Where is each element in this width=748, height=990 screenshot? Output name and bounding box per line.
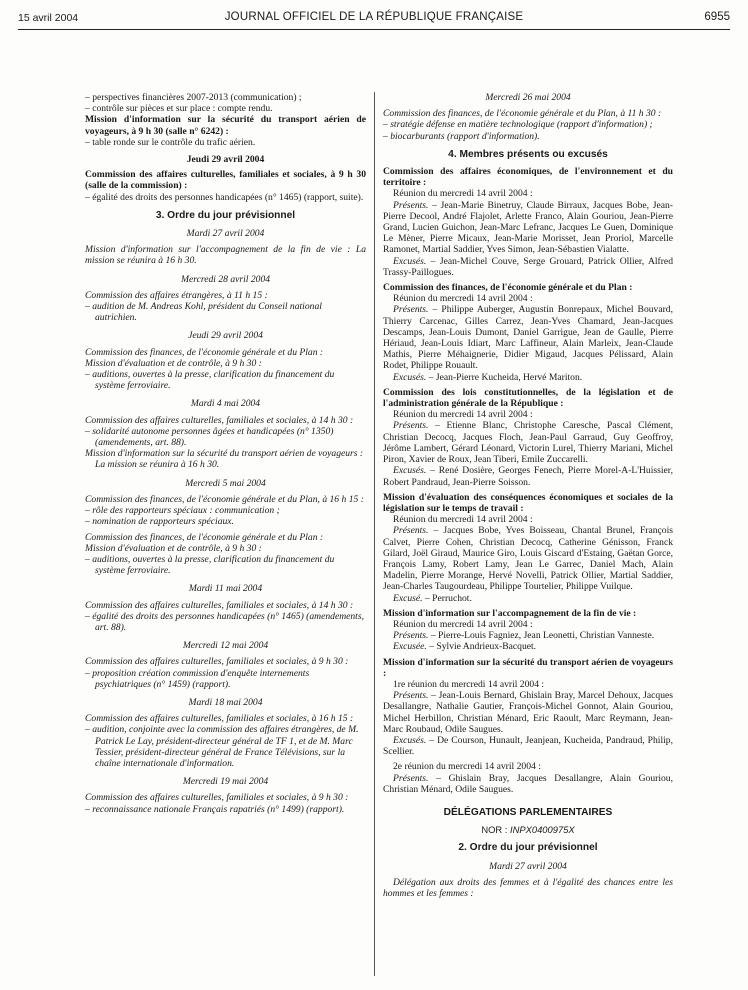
excused-label: Excusés. xyxy=(393,465,427,477)
committee-heading: Commission des finances, de l'économie générale et du Plan : xyxy=(383,282,633,294)
committee-heading: Mission d'information sur l'accompagnement de la fin de vie : xyxy=(383,607,637,619)
committee-heading: Commission des lois constitutionnelles, de la législation et de l'administration générale de la République : xyxy=(383,386,673,410)
attendance-present xyxy=(383,304,673,371)
day-heading: Mercredi 19 mai 2004 xyxy=(182,776,269,788)
list-item: – table ronde sur le contrôle du trafic aérien. xyxy=(85,136,256,148)
day-heading: Mercredi 28 avril 2004 xyxy=(180,273,271,285)
committee-heading: Commission des affaires culturelles, familiales et sociales, à 16 h 15 : xyxy=(85,713,354,725)
attendance-present xyxy=(383,525,673,592)
excused-names: – Jean-Pierre Kucheida, Hervé Mariton. xyxy=(426,371,583,383)
nor-label: NOR : xyxy=(481,824,510,836)
header-date: 15 avril 2004 xyxy=(18,12,79,24)
present-label: Présents. xyxy=(393,199,429,211)
committee-heading: Commission des finances, de l'économie générale et du Plan : xyxy=(85,346,324,358)
left-column xyxy=(85,92,366,815)
list-item: – audition de M. Andreas Kohl, président du Conseil national autrichien. xyxy=(85,301,322,324)
attendance-excused xyxy=(383,641,673,652)
day-heading: Mercredi 26 mai 2004 xyxy=(485,92,571,103)
attendance-present xyxy=(383,200,673,256)
present-label: Présents. xyxy=(393,690,429,702)
list-item: – égalité des droits des personnes handicapées (n° 1465) (rapport, suite). xyxy=(85,191,364,203)
committee-heading: Mission d'évaluation et de contrôle, à 9 h 30 : xyxy=(85,542,262,554)
excused-names: – Perruchot. xyxy=(422,592,472,604)
excused-label: Excusée. xyxy=(393,641,427,653)
committee-heading: Mission d'information sur la sécurité du transport aérien de voyageurs : xyxy=(85,448,364,460)
present-names: – Jean-Marie Binetruy, Claude Birraux, Jacques Bobe, Jean-Pierre Decool, André Flajolet, Arlette Franco, Alain Gouriou, Jean-Pierre Grand, Lucien Guichon, Jean-Marc Lefranc, Jacques Le Guen, Dominique Le Mèner, Pierre Micaux, Jean-Marie Morisset, Jean Proriol, Marcelle Ramonet, Martial Saddier, Yves Simon, Jean-Sébastien Vialatte. xyxy=(383,199,673,256)
committee-heading: Commission des affaires étrangères, à 11 h 15 : xyxy=(85,289,268,301)
nor-code: INPX0400975X xyxy=(510,824,575,836)
present-names: – Jacques Bobe, Yves Boisseau, Chantal Brunel, François Calvet, Pierre Cohen, Christian Decocq, Catherine Génisson, Franck Gilard, Joël Giraud, Maurice Giro, Louis Giscard d'Estaing, Gaëtan Gorce, François Lamy, Robert Lamy, Jean Le Garrec, Daniel Mach, Alain Madelin, Pierre Morange, Hervé Novelli, Patrick Ollier, Martial Saddier, Jean-Charles Taugourdeau, Philippe Tourtelier, Philippe Vuilque. xyxy=(383,525,673,593)
page-number: 6955 xyxy=(704,11,730,23)
meeting-date: Réunion du mercredi 14 avril 2004 : xyxy=(393,293,533,305)
excused-names: – Sylvie Andrieux-Bacquet. xyxy=(426,641,537,653)
list-item: – reconnaissance nationale Français rapatriés (n° 1499) (rapport). xyxy=(85,803,345,815)
attendance-present xyxy=(383,630,673,641)
header-rule xyxy=(18,29,730,30)
meeting-date: 2e réunion du mercredi 14 avril 2004 : xyxy=(393,761,541,773)
present-label: Présents. xyxy=(393,304,429,316)
meeting-date: Réunion du mercredi 14 avril 2004 : xyxy=(393,409,533,421)
committee-heading: Mission d'information sur la sécurité du transport aérien de voyageurs : xyxy=(383,656,673,679)
excused-label: Excusés. xyxy=(393,255,427,267)
excused-label: Excusé. xyxy=(393,592,423,604)
day-heading: Mercredi 12 mai 2004 xyxy=(182,640,269,652)
excused-names: – Jean-Michel Couve, Serge Grouard, Patrick Ollier, Alfred Trassy-Paillogues. xyxy=(383,255,673,278)
list-item: – égalité des droits des personnes handicapées (n° 1465) (amendements, art. 88). xyxy=(85,610,364,633)
present-names: – Ghislain Bray, Jacques Desallangre, Alain Gouriou, Christian Ménard, Odile Saugues. xyxy=(383,772,673,795)
list-item: – perspectives financières 2007-2013 (communication) ; xyxy=(85,92,302,103)
present-names: – Etienne Blanc, Christophe Caresche, Pascal Clément, Christian Decocq, Jacques Floch, Jean-Paul Garraud, Guy Geoffroy, Jérôme Lambert, Gérard Léonard, Victorin Lurel, Thierry Mariani, Michel Piron, Xavier de Roux, Jean Tiberi, Emile Zuccarelli. xyxy=(383,420,673,466)
meeting-date: Réunion du mercredi 14 avril 2004 : xyxy=(393,514,533,526)
committee-heading: Mission d'information sur l'accompagnement de la fin de vie : La mission se réunira à 16 h 30. xyxy=(85,244,366,267)
list-item: – rôle des rapporteurs spéciaux : communication ; xyxy=(85,505,280,517)
present-label: Présents. xyxy=(393,420,429,432)
excused-names: – René Dosière, Georges Fenech, Pierre Morel-A-L'Huissier, Robert Pandraud, Jean-Pierre Soisson. xyxy=(383,465,673,488)
committee-heading: Commission des affaires culturelles, familiales et sociales, à 9 h 30 : xyxy=(85,656,349,668)
list-item: – biocarburants (rapport d'information). xyxy=(383,130,540,142)
day-heading: Mardi 11 mai 2004 xyxy=(188,583,263,595)
right-column xyxy=(383,92,673,899)
day-heading: Mardi 27 avril 2004 xyxy=(489,860,567,872)
committee-heading: Commission des affaires culturelles, familiales et sociales, à 9 h 30 (salle de la commission) : xyxy=(85,169,366,192)
day-heading: Mardi 4 mai 2004 xyxy=(190,398,261,410)
committee-heading: Mission d'information sur la sécurité du transport aérien de voyageurs, à 9 h 30 (salle n° 6242) : xyxy=(85,114,366,137)
excused-label: Excusés. xyxy=(393,371,427,383)
present-names: – Philippe Auberger, Augustin Bonrepaux, Michel Bouvard, Thierry Carcenac, Gilles Carrez, Jean-Yves Chamard, Jean-Jacques Descamps, Jean-Louis Dumont, Daniel Garrigue, Jean de Gaulle, Pierre Hériaud, Jean-Louis Idiart, Marc Laffineur, Alain Marleix, Jean-Claude Mathis, Pierre Méhaignerie, Didier Migaud, Jacques Pélissard, Alain Rodet, Philippe Rouault. xyxy=(383,304,673,372)
day-heading: Mardi 18 mai 2004 xyxy=(188,696,263,708)
committee-heading: Commission des affaires culturelles, familiales et sociales, à 14 h 30 : xyxy=(85,599,354,611)
excused-names: – De Courson, Hunault, Jeanjean, Kucheida, Pandraud, Philip, Scellier. xyxy=(383,734,673,758)
list-item: – nomination de rapporteurs spéciaux. xyxy=(85,516,234,528)
list-item: – audition, conjointe avec la commission des affaires étrangères, de M. Patrick Le Lay, président-directeur général de TF 1, et de M. Marc Tessier, président-directeur général de France Télévisions, sur la chaîne internationale d'information. xyxy=(85,724,359,769)
day-heading: Jeudi 29 avril 2004 xyxy=(188,330,263,342)
committee-heading: Commission des finances, de l'économie générale et du Plan, à 16 h 15 : xyxy=(85,493,364,505)
present-names: – Jean-Louis Bernard, Ghislain Bray, Marcel Dehoux, Jacques Desallangre, Nathalie Gautier, François-Michel Gonnot, Alain Gouriou, Michel Herbillon, Christian Ménard, Eric Raoult, Marc Reymann, Jean-Marc Roubaud, Odile Saugues. xyxy=(383,690,673,735)
list-item: – solidarité autonome personnes âgées et handicapées (n° 1350) (amendements, art. 88). xyxy=(85,425,334,449)
day-heading: Mercredi 5 mai 2004 xyxy=(185,477,266,489)
present-label: Présents. xyxy=(393,630,429,642)
section-heading: 3. Ordre du jour prévisionnel xyxy=(155,209,296,221)
section-heading: 4. Membres présents ou excusés xyxy=(448,148,608,160)
meeting-date: Réunion du mercredi 14 avril 2004 : xyxy=(393,188,533,200)
day-heading: Jeudi 29 avril 2004 xyxy=(186,154,265,166)
list-item: – auditions, ouvertes à la presse, clarification du financement du système ferroviaire. xyxy=(85,553,335,577)
page-header xyxy=(18,10,730,28)
attendance-excused xyxy=(383,256,673,278)
section-heading: 2. Ordre du jour prévisionnel xyxy=(458,842,598,854)
attendance-excused xyxy=(383,465,673,487)
committee-heading: Commission des finances, de l'économie générale et du Plan, à 11 h 30 : xyxy=(383,108,662,120)
column-divider xyxy=(374,92,375,976)
day-heading: Mardi 27 avril 2004 xyxy=(186,228,265,240)
present-label: Présents. xyxy=(393,525,429,537)
meeting-date: Réunion du mercredi 14 avril 2004 : xyxy=(393,618,533,630)
list-item: – proposition création commission d'enquête internements psychiatriques (n° 1459) (rapport). xyxy=(85,667,310,690)
delegations-heading: DÉLÉGATIONS PARLEMENTAIRES xyxy=(443,806,613,818)
journal-title: JOURNAL OFFICIEL DE LA RÉPUBLIQUE FRANÇAISE xyxy=(224,11,524,23)
committee-heading: Mission d'évaluation et de contrôle, à 9 h 30 : xyxy=(85,357,262,369)
present-label: Présents. xyxy=(393,772,429,784)
present-names: – Pierre-Louis Fagniez, Jean Leonetti, Christian Vanneste. xyxy=(428,630,655,642)
attendance-excused xyxy=(383,372,673,383)
committee-heading: Commission des affaires culturelles, familiales et sociales, à 9 h 30 : xyxy=(85,792,349,804)
attendance-present xyxy=(383,690,673,735)
list-item: – auditions, ouvertes à la presse, clarification du financement du système ferroviaire. xyxy=(85,369,335,392)
list-item: – contrôle sur pièces et sur place : compte rendu. xyxy=(85,103,273,115)
meeting-date: 1re réunion du mercredi 14 avril 2004 : xyxy=(393,678,545,690)
attendance-excused xyxy=(383,735,673,757)
committee-heading: Délégation aux droits des femmes et à l'égalité des chances entre les hommes et les femmes : xyxy=(383,876,673,899)
list-item: La mission se réunira à 16 h 30. xyxy=(95,459,220,471)
committee-heading: Commission des affaires culturelles, familiales et sociales, à 14 h 30 : xyxy=(85,414,354,426)
attendance-present xyxy=(383,420,673,465)
committee-heading: Commission des affaires économiques, de l'environnement et du territoire : xyxy=(383,166,673,189)
committee-heading: Commission des finances, de l'économie générale et du Plan : xyxy=(85,531,324,543)
list-item: – stratégie défense en matière technologique (rapport d'information) ; xyxy=(383,119,653,131)
attendance-present xyxy=(383,773,673,795)
excused-label: Excusés. xyxy=(393,734,427,746)
nor-reference xyxy=(383,824,673,835)
committee-heading: Mission d'évaluation des conséquences économiques et sociales de la législation sur le temps de travail : xyxy=(383,491,673,514)
attendance-excused xyxy=(383,593,673,604)
